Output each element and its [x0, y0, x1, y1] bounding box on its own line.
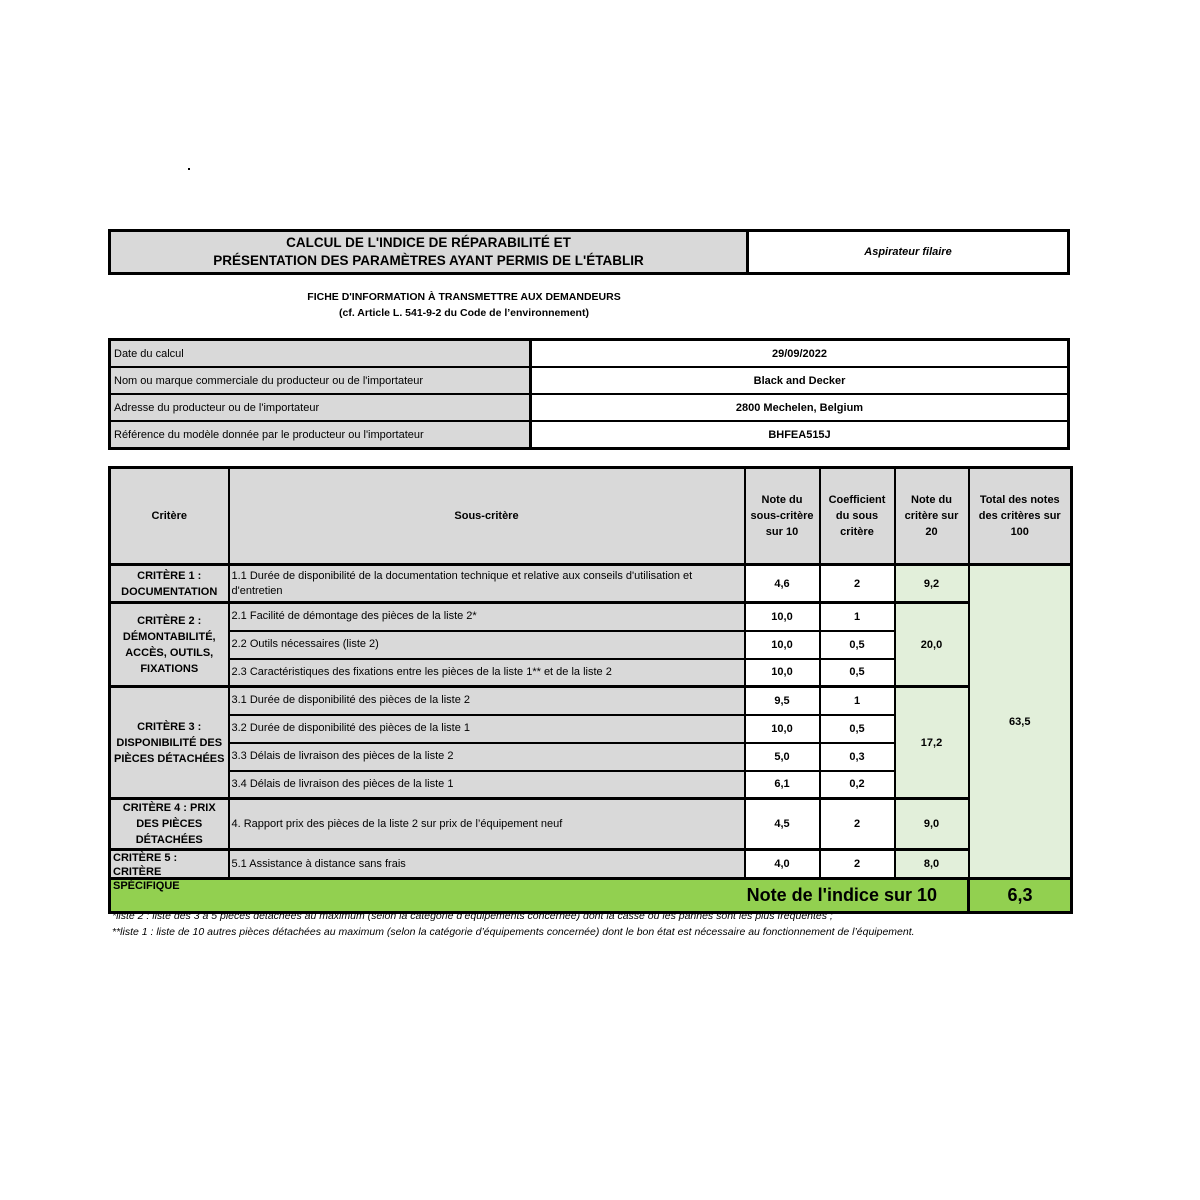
sub-criterion-label: 3.1 Durée de disponibilité des pièces de la liste 2: [229, 687, 745, 715]
title-line-2: PRÉSENTATION DES PARAMÈTRES AYANT PERMIS DE L'ÉTABLIR: [213, 253, 644, 268]
footnote-2: **liste 1 : liste de 10 autres pièces détachées au maximum (selon la catégorie d’équipements concernée) dont le bon état est nécessaire au fonctionnement de l’équipement.: [112, 926, 915, 938]
document-title: [111, 232, 749, 272]
sub-criterion-score: 4,0: [745, 850, 820, 879]
info-label: Adresse du producteur ou de l'importateur: [110, 394, 531, 421]
header-note-sous-critere: Note du sous-critère sur 10: [745, 468, 820, 565]
table-header-row: [110, 468, 1072, 565]
info-value: 29/09/2022: [531, 340, 1069, 368]
info-value: BHFEA515J: [531, 421, 1069, 449]
final-score-value: 6,3: [969, 879, 1072, 913]
info-value: Black and Decker: [531, 367, 1069, 394]
criterion-score: 9,2: [895, 565, 969, 603]
criterion-5-label-text: CRITÈRE 5 : CRITÈRE SPÉCIFIQUE: [113, 852, 180, 892]
sub-criterion-coef: 1: [820, 603, 895, 631]
info-row-reference: [110, 421, 1069, 449]
title-block: [108, 229, 1070, 275]
criterion-label: CRITÈRE 3 : DISPONIBILITÉ DES PIÈCES DÉTACHÉES: [110, 687, 229, 799]
sub-criterion-coef: 0,5: [820, 631, 895, 659]
criterion-label: CRITÈRE 2 : DÉMONTABILITÉ, ACCÈS, OUTILS, FIXATIONS: [110, 603, 229, 687]
sub-criterion-score: 10,0: [745, 603, 820, 631]
sub-criterion-score: 10,0: [745, 715, 820, 743]
sub-criterion-coef: 2: [820, 565, 895, 603]
info-label: Date du calcul: [110, 340, 531, 368]
table-row: [110, 565, 1072, 603]
table-row: [110, 850, 1072, 879]
sub-criterion-score: 9,5: [745, 687, 820, 715]
sub-criterion-coef: 0,2: [820, 771, 895, 799]
info-label: Nom ou marque commerciale du producteur ou de l'importateur: [110, 367, 531, 394]
info-row-brand: [110, 367, 1069, 394]
stray-dot: [188, 168, 190, 170]
sub-criterion-label: 3.2 Durée de disponibilité des pièces de la liste 1: [229, 715, 745, 743]
header-coefficient: Coefficient du sous critère: [820, 468, 895, 565]
criterion-score: 20,0: [895, 603, 969, 687]
sub-criterion-coef: 0,5: [820, 659, 895, 687]
info-heading-line-1: FICHE D'INFORMATION À TRANSMETTRE AUX DEMANDEURS: [307, 291, 621, 303]
table-row: [110, 687, 1072, 715]
sub-criterion-score: 4,5: [745, 799, 820, 850]
product-type: Aspirateur filaire: [864, 246, 952, 258]
sub-criterion-score: 5,0: [745, 743, 820, 771]
criterion-label: CRITÈRE 1 : DOCUMENTATION: [110, 565, 229, 603]
info-value: 2800 Mechelen, Belgium: [531, 394, 1069, 421]
criterion-label: [110, 850, 229, 892]
title-line-1: CALCUL DE L'INDICE DE RÉPARABILITÉ ET: [286, 235, 571, 250]
footnotes: [112, 908, 915, 940]
table-row: [110, 603, 1072, 631]
total-score: 63,5: [969, 565, 1072, 879]
criterion-score: 9,0: [895, 799, 969, 850]
sub-criterion-score: 4,6: [745, 565, 820, 603]
header-critere: Critère: [110, 468, 229, 565]
info-label: Référence du modèle donnée par le producteur ou l'importateur: [110, 421, 531, 449]
sub-criterion-label: 3.4 Délais de livraison des pièces de la liste 1: [229, 771, 745, 799]
sub-criterion-coef: 2: [820, 850, 895, 879]
sub-criterion-label: 4. Rapport prix des pièces de la liste 2 sur prix de l’équipement neuf: [229, 799, 745, 850]
table-row: [110, 799, 1072, 850]
sub-criterion-label: 2.2 Outils nécessaires (liste 2): [229, 631, 745, 659]
sub-criterion-label: 5.1 Assistance à distance sans frais: [229, 850, 745, 879]
criterion-score: 17,2: [895, 687, 969, 799]
header-note-critere: Note du critère sur 20: [895, 468, 969, 565]
sub-criterion-label: 1.1 Durée de disponibilité de la documentation technique et relative aux conseils d'utilisation et d'entretien: [229, 565, 745, 603]
score-table: [108, 466, 1073, 914]
info-row-date: [110, 340, 1069, 368]
info-row-address: [110, 394, 1069, 421]
sub-criterion-label: 2.3 Caractéristiques des fixations entre les pièces de la liste 1** et de la liste 2: [229, 659, 745, 687]
criterion-label: CRITÈRE 4 : PRIX DES PIÈCES DÉTACHÉES: [110, 799, 229, 850]
criterion-score: 8,0: [895, 850, 969, 879]
sub-criterion-coef: 2: [820, 799, 895, 850]
info-table: [108, 338, 1070, 450]
sub-criterion-coef: 0,3: [820, 743, 895, 771]
sub-criterion-score: 10,0: [745, 659, 820, 687]
sub-criterion-coef: 1: [820, 687, 895, 715]
sub-criterion-label: 2.1 Facilité de démontage des pièces de la liste 2*: [229, 603, 745, 631]
info-heading-line-2: (cf. Article L. 541-9-2 du Code de l’environnement): [339, 307, 589, 319]
sub-criterion-coef: 0,5: [820, 715, 895, 743]
footnote-1: *liste 2 : liste des 3 à 5 pièces détachées au maximum (selon la catégorie d’équipements concernée) dont la casse ou les pannes sont les plus fréquentes ;: [112, 910, 833, 922]
sub-criterion-score: 10,0: [745, 631, 820, 659]
final-score-label: Note de l'indice sur 10: [110, 879, 969, 913]
sub-criterion-score: 6,1: [745, 771, 820, 799]
header-total: Total des notes des critères sur 100: [969, 468, 1072, 565]
info-heading: [108, 289, 820, 321]
sub-criterion-label: 3.3 Délais de livraison des pièces de la liste 2: [229, 743, 745, 771]
header-sous-critere: Sous-critère: [229, 468, 745, 565]
